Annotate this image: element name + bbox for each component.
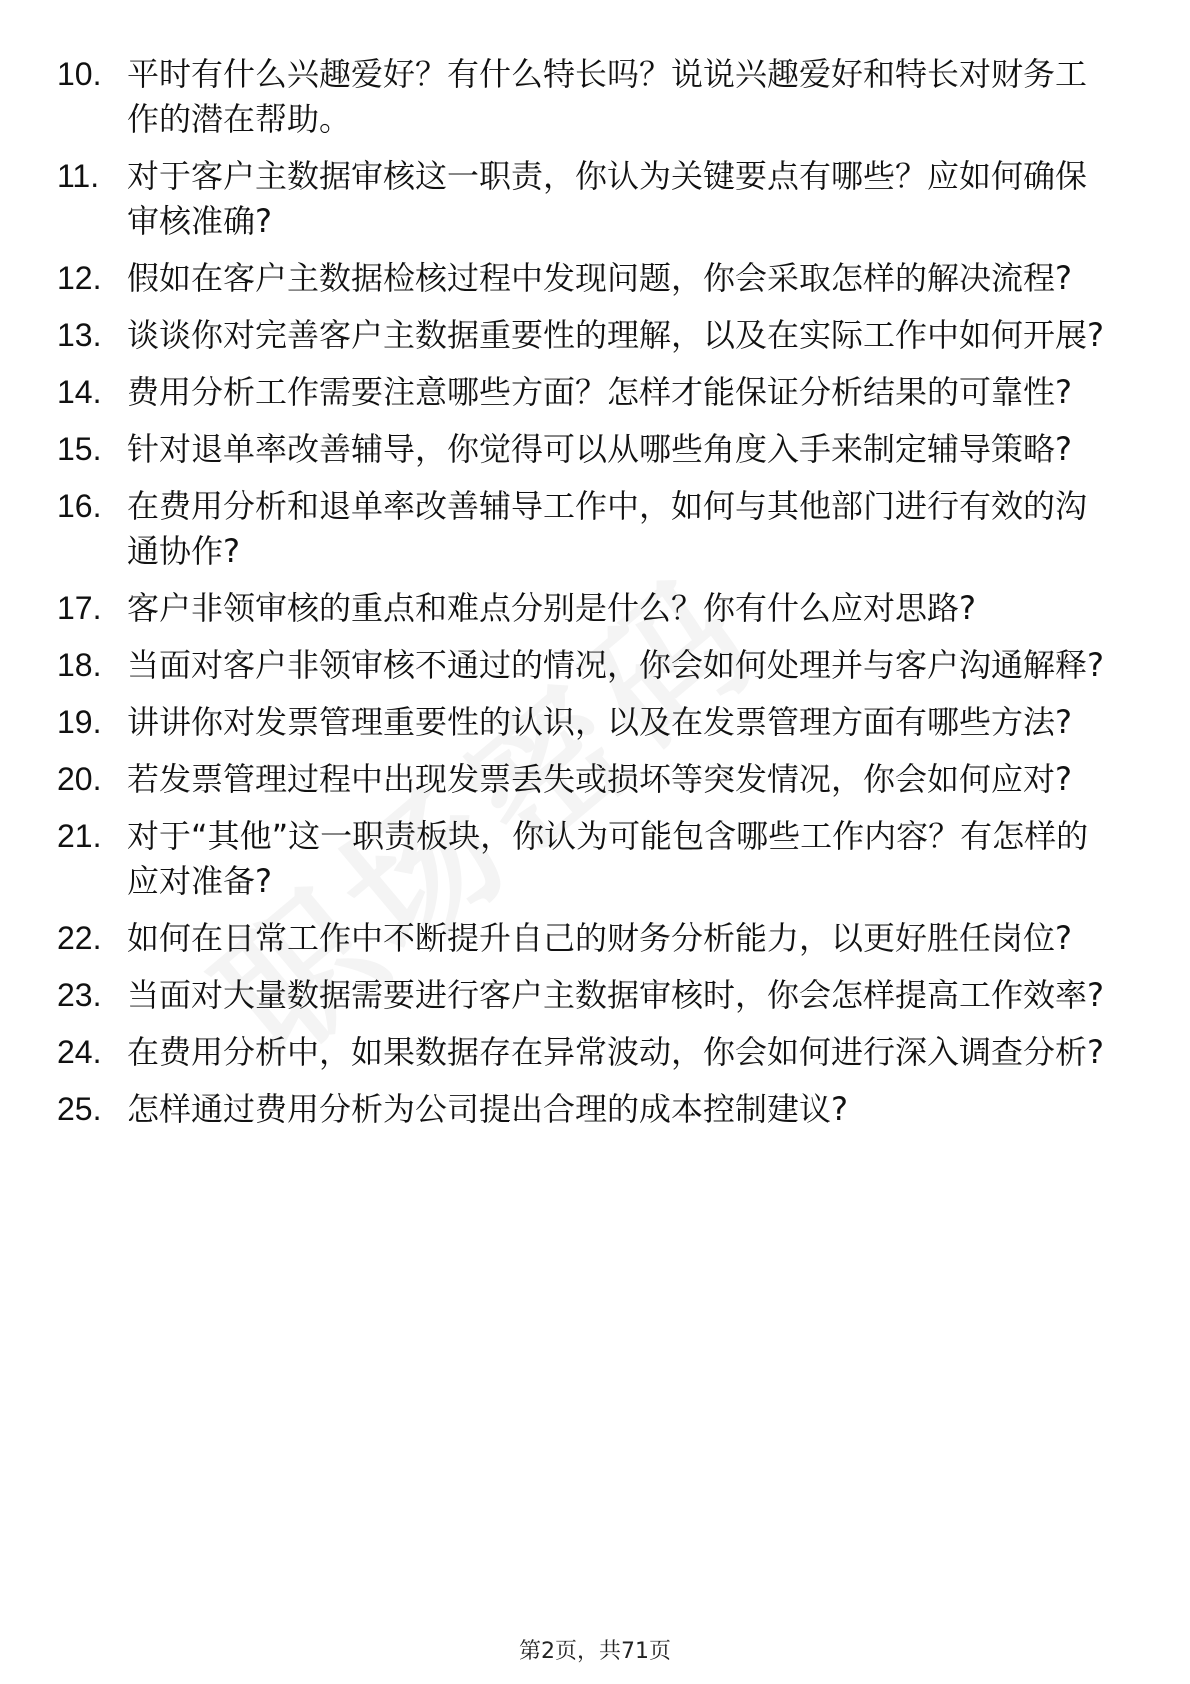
question-text: 在费用分析中，如果数据存在异常波动，你会如何进行深入调查分析? bbox=[127, 1033, 1104, 1071]
question-text: 假如在客户主数据检核过程中发现问题，你会采取怎样的解决流程? bbox=[127, 259, 1072, 297]
question-item bbox=[0, 757, 1112, 802]
question-number: 24. bbox=[57, 1034, 102, 1070]
question-number: 14. bbox=[57, 374, 102, 410]
question-text: 怎样通过费用分析为公司提出合理的成本控制建议? bbox=[127, 1090, 848, 1128]
question-number: 17. bbox=[57, 590, 102, 626]
question-item bbox=[0, 154, 1112, 244]
question-item bbox=[0, 1030, 1112, 1075]
question-text: 若发票管理过程中出现发票丢失或损坏等突发情况，你会如何应对? bbox=[127, 760, 1072, 798]
question-number: 13. bbox=[57, 317, 102, 353]
question-text: 费用分析工作需要注意哪些方面？怎样才能保证分析结果的可靠性? bbox=[127, 373, 1072, 411]
question-item bbox=[0, 814, 1112, 904]
question-text: 如何在日常工作中不断提升自己的财务分析能力，以更好胜任岗位? bbox=[127, 919, 1072, 957]
question-text: 讲讲你对发票管理重要性的认识，以及在发票管理方面有哪些方法? bbox=[127, 703, 1072, 741]
question-text: 客户非领审核的重点和难点分别是什么？你有什么应对思路? bbox=[127, 589, 976, 627]
question-number: 20. bbox=[57, 761, 102, 797]
page-footer: 第2页，共71页 bbox=[519, 1639, 671, 1664]
question-text: 平时有什么兴趣爱好？有什么特长吗？说说兴趣爱好和特长对财务工作的潜在帮助。 bbox=[127, 55, 1088, 138]
question-number: 12. bbox=[57, 260, 102, 296]
question-item bbox=[0, 973, 1112, 1018]
question-item bbox=[0, 916, 1112, 961]
question-list bbox=[0, 52, 1190, 1144]
question-item bbox=[0, 643, 1112, 688]
question-number: 21. bbox=[57, 818, 102, 854]
question-item bbox=[0, 256, 1112, 301]
question-text: 对于客户主数据审核这一职责，你认为关键要点有哪些？应如何确保审核准确? bbox=[127, 157, 1088, 240]
question-number: 19. bbox=[57, 704, 102, 740]
question-number: 11. bbox=[57, 158, 100, 194]
question-item bbox=[0, 484, 1112, 574]
question-number: 18. bbox=[57, 647, 102, 683]
question-number: 25. bbox=[57, 1091, 102, 1127]
question-item bbox=[0, 700, 1112, 745]
question-item bbox=[0, 1087, 1112, 1132]
question-text: 当面对客户非领审核不通过的情况，你会如何处理并与客户沟通解释? bbox=[127, 646, 1104, 684]
question-item bbox=[0, 586, 1112, 631]
question-number: 10. bbox=[57, 56, 102, 92]
question-text: 对于“其他”这一职责板块，你认为可能包含哪些工作内容？有怎样的应对准备? bbox=[127, 817, 1089, 900]
question-number: 15. bbox=[57, 431, 102, 467]
question-text: 针对退单率改善辅导，你觉得可以从哪些角度入手来制定辅导策略? bbox=[127, 430, 1072, 468]
question-item bbox=[0, 52, 1112, 142]
question-number: 22. bbox=[57, 920, 102, 956]
question-number: 23. bbox=[57, 977, 102, 1013]
question-number: 16. bbox=[57, 488, 102, 524]
question-text: 当面对大量数据需要进行客户主数据审核时，你会怎样提高工作效率? bbox=[127, 976, 1104, 1014]
question-item bbox=[0, 370, 1112, 415]
question-item bbox=[0, 313, 1112, 358]
question-text: 在费用分析和退单率改善辅导工作中，如何与其他部门进行有效的沟通协作? bbox=[127, 487, 1088, 570]
question-item bbox=[0, 427, 1112, 472]
question-text: 谈谈你对完善客户主数据重要性的理解，以及在实际工作中如何开展? bbox=[127, 316, 1104, 354]
